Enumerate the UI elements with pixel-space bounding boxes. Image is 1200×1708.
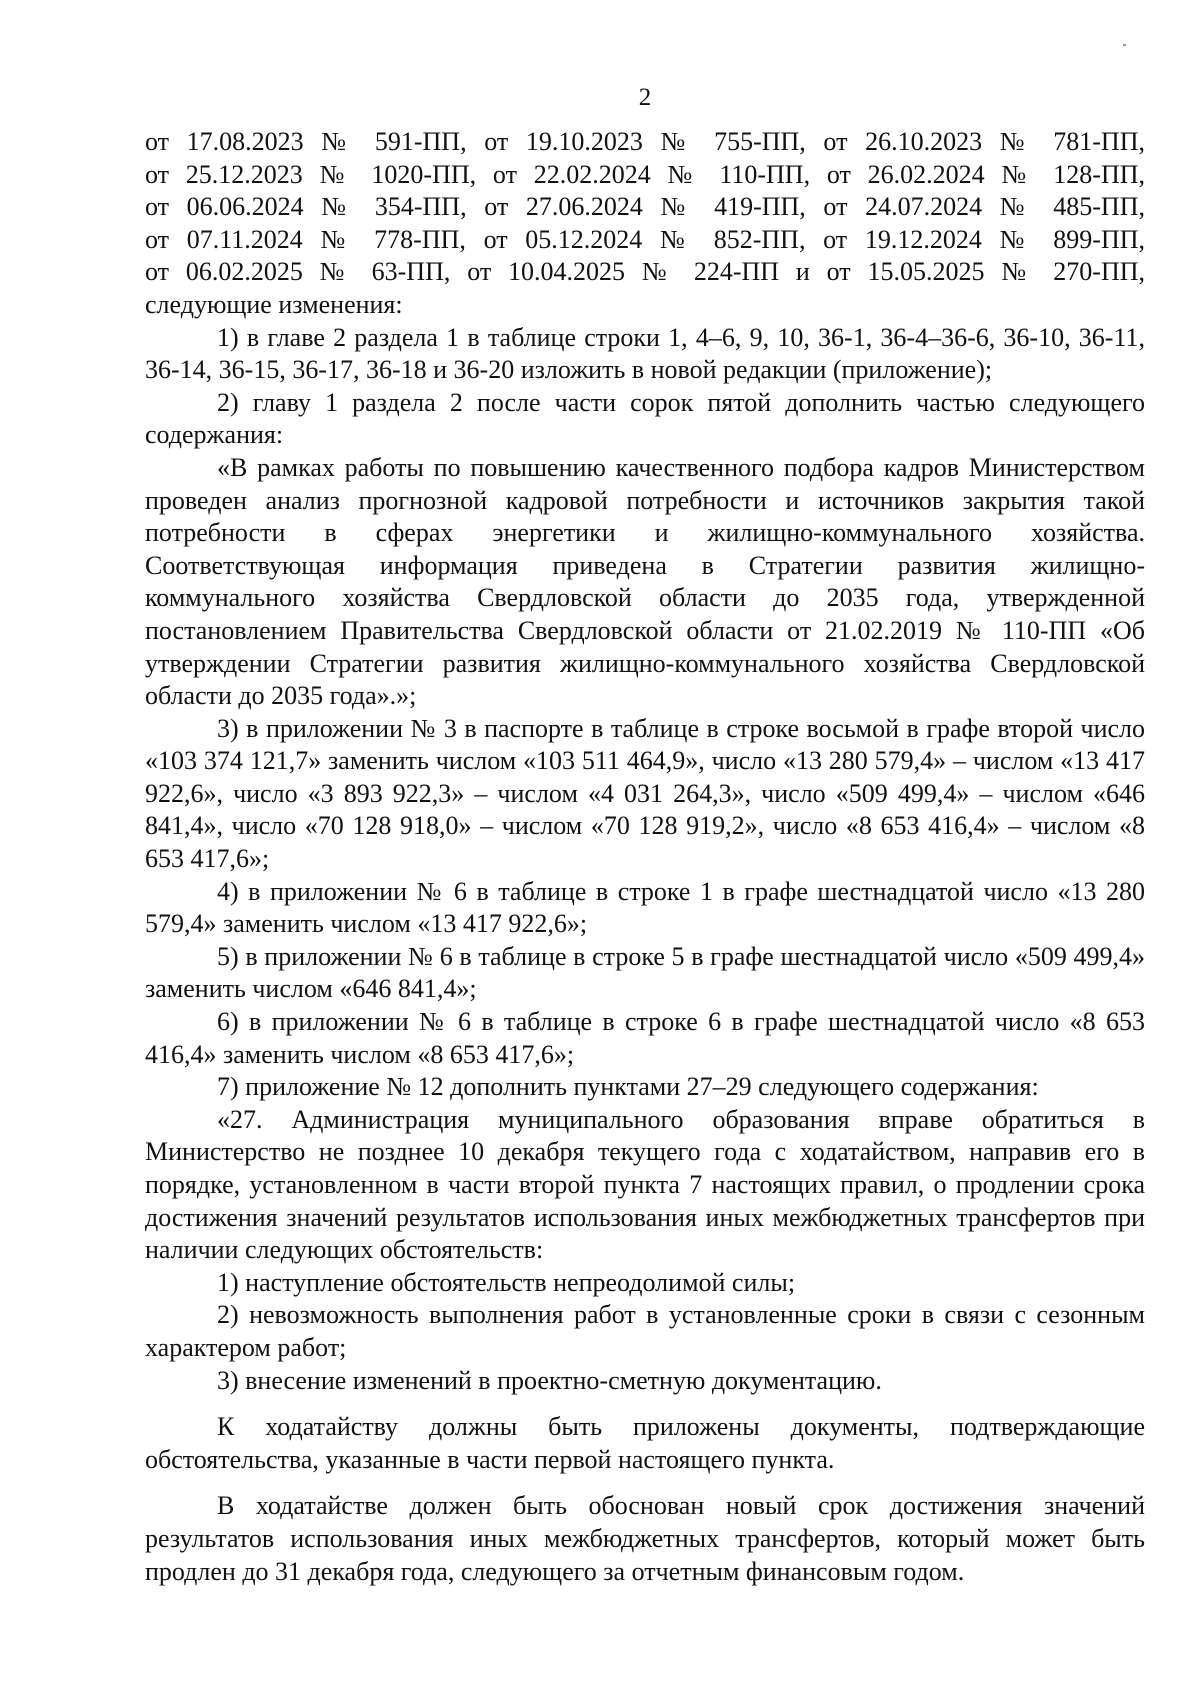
quoted-paragraph: «27. Администрация муниципального образования вправе обратиться в Министерство не позднее 10 декабря текущего года с ходатайством, направив его в порядке, установленном в части второй пункта 7 настоящих правил, о продлении срока достижения значений результатов использования иных межбюджетных трансфертов при наличии следующих обстоятельств: (145, 1104, 1145, 1265)
paragraph: 1) в главе 2 раздела 1 в таблице строки 1, 4–6, 9, 10, 36-1, 36-4–36-6, 36-10, 36-11, 36-14, 36-15, 36-17, 36-18 и 36-20 изложить в новой редакции (приложение); (145, 322, 1145, 385)
list-item: 2) невозможность выполнения работ в установленные сроки в связи с сезонным характером работ; (145, 1300, 1145, 1362)
paragraph: К ходатайству должны быть приложены документы, подтверждающие обстоятельства, указанные в части первой настоящего пункта. (145, 1412, 1145, 1474)
paragraph: В ходатайстве должен быть обоснован новый срок достижения значений результатов использования иных межбюджетных трансфертов, который может быть продлен до 31 декабря года, следующего за отчетным финансовым годом. (145, 1491, 1145, 1586)
text-line: следующие изменения: (145, 289, 403, 319)
paragraph: 6) в приложении № 6 в таблице в строке 6 в графе шестнадцатой число «8 653 416,4» заменить числом «8 653 417,6»; (145, 1007, 1145, 1069)
text-line: от 06.06.2024 № 354-ПП, от 27.06.2024 № 419-ПП, от 24.07.2024 № 485-ПП, (145, 192, 1145, 222)
paragraph: 4) в приложении № 6 в таблице в строке 1 в графе шестнадцатой число «13 280 579,4» заменить числом «13 417 922,6»; (145, 876, 1145, 939)
list-item: 3) внесение изменений в проектно-сметную документацию. (217, 1365, 882, 1395)
text-line: от 17.08.2023 № 591-ПП, от 19.10.2023 № 755-ПП, от 26.10.2023 № 781-ПП, (145, 127, 1145, 156)
paragraph: 3) в приложении № 3 в паспорте в таблице в строке восьмой в графе второй число «103 374 121,7» заменить числом «103 511 464,9», число «13 280 579,4» – числом «13 417 922,6», число «3 893 922,3» – числом «4 031 264,3», число «509 499,4» – числом «646 841,4», число «70 128 918,0» – числом «70 128 919,2», число «8 653 416,4» – числом «8 653 417,6»; (145, 713, 1145, 874)
paragraph: 2) главу 1 раздела 2 после части сорок пятой дополнить частью следующего содержания: (145, 387, 1145, 450)
scan-speck (1123, 44, 1126, 46)
paragraph: 7) приложение № 12 дополнить пунктами 27–29 следующего содержания: (217, 1072, 1039, 1102)
text-line: от 07.11.2024 № 778-ПП, от 05.12.2024 № 852-ПП, от 19.12.2024 № 899-ПП, (145, 224, 1145, 254)
text-line: от 06.02.2025 № 63-ПП, от 10.04.2025 № 224-ПП и от 15.05.2025 № 270-ПП, (145, 257, 1145, 287)
text-line: от 25.12.2023 № 1020-ПП, от 22.02.2024 № 110-ПП, от 26.02.2024 № 128-ПП, (145, 159, 1145, 189)
page-number: 2 (638, 84, 652, 111)
list-item: 1) наступление обстоятельств непреодолимой силы; (217, 1267, 796, 1297)
quoted-paragraph: «В рамках работы по повышению качественного подбора кадров Министерством проведен анализ прогнозной кадровой потребности и источников закрытия такой потребности в сферах энергетики и жилищно-коммунального хозяйства. Соответствующая информация приведена в Стратегии развития жилищно-коммунального хозяйства Свердловской области до 2035 года, утвержденной постановлением Правительства Свердловской области от 21.02.2019 № 110-ПП «Об утверждении Стратегии развития жилищно-коммунального хозяйства Свердловской области до 2035 года».»; (145, 452, 1145, 711)
document-body (145, 126, 1145, 1588)
paragraph: 5) в приложении № 6 в таблице в строке 5 в графе шестнадцатой число «509 499,4» заменить числом «646 841,4»; (145, 941, 1145, 1004)
